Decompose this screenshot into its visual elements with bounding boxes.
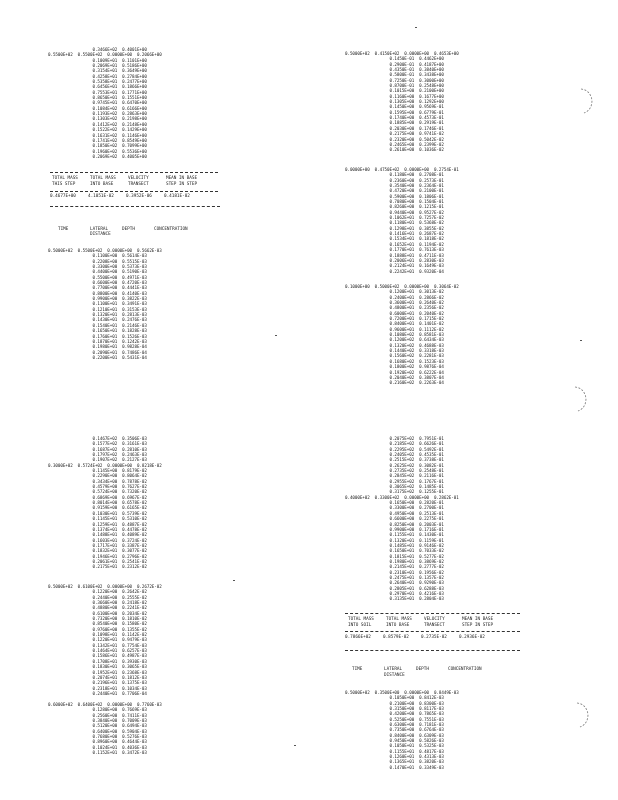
printout-row: 0.8700E-01 0.2548E+00 bbox=[345, 83, 444, 89]
column-cell: LATERAL bbox=[90, 227, 109, 232]
printout-row: 0.3300E+00 0.5373E-03 bbox=[48, 264, 147, 270]
binder-hole-mark-top bbox=[578, 86, 596, 116]
br-data-block-2 bbox=[345, 690, 459, 770]
printout-row: 0.1000E+00 0.5000E+02 0.0000E+00 0.3064E-02 bbox=[345, 284, 459, 289]
printout-row: 0.1100E+01 0.3491E-03 bbox=[48, 301, 147, 307]
printout-row: 0.4258E+01 0.2784E+00 bbox=[48, 73, 147, 79]
printout-row: 0.3175E+02 0.1255E-01 bbox=[345, 489, 444, 495]
printout-row: 0.8800E+00 0.4140E-03 bbox=[48, 290, 147, 296]
printout-row: 0.1024E+01 0.4036E-03 bbox=[48, 744, 147, 750]
printout-row: 0.2475E+01 0.1357E-02 bbox=[345, 574, 444, 580]
printout-row: 0.3135E+01 0.2804E-03 bbox=[345, 596, 444, 602]
printout-row: 0.7553E+01 0.1771E+00 bbox=[48, 89, 147, 95]
tr-data-block-1 bbox=[345, 51, 459, 153]
column-cell: INTO BASE bbox=[90, 182, 114, 187]
printout-row: 0.1650E+01 0.7033E-02 bbox=[345, 548, 444, 554]
printout-row: 0.1800E+02 0.9876E-04 bbox=[345, 364, 444, 370]
column-cell: CONCENTRATION bbox=[448, 667, 482, 672]
printout-row: 0.5000E+02 0.6100E+02 0.0000E+00 0.2672E-02 bbox=[48, 584, 162, 589]
printout-row: 0.1797E+02 0.2463E-03 bbox=[48, 452, 147, 458]
printout-row: 0.1084E+02 0.6166E+00 bbox=[48, 105, 147, 111]
br-summary-rule-mid bbox=[345, 631, 520, 632]
printout-row: 0.1603E+01 0.3724E-02 bbox=[48, 537, 147, 543]
printout-row: 0.1320E+01 0.2813E-03 bbox=[48, 312, 147, 318]
printout-row: 0.2074E+01 0.1812E-03 bbox=[48, 674, 147, 680]
printout-row: 0.3840E+00 0.7009E-03 bbox=[48, 718, 147, 724]
column-cell: 0.8579E-02 bbox=[383, 635, 409, 640]
printout-row: 0.9760E+00 0.1355E-02 bbox=[48, 626, 147, 632]
printout-row: 0.5120E+00 0.6494E-03 bbox=[48, 723, 147, 729]
printout-row: 0.2185E+02 0.6626E-01 bbox=[345, 441, 444, 447]
printout-row: 0.7320E+00 0.1810E-02 bbox=[48, 616, 147, 622]
printout-row: 0.3466E+02 0.4001E+00 bbox=[48, 47, 147, 52]
printout-row: 0.1260E+01 0.4313E-03 bbox=[345, 754, 444, 760]
printout-row: 0.6600E+00 0.4720E-03 bbox=[48, 280, 147, 286]
printout-row: 0.7080E+00 0.1504E-01 bbox=[345, 199, 444, 205]
printout-row: 0.1888E+01 0.4711E-03 bbox=[345, 252, 444, 258]
printout-row: 0.0000E+00 0.4750E+02 0.0000E+00 0.2754E-01 bbox=[345, 167, 459, 172]
printout-row: 0.7700E+00 0.4441E-03 bbox=[48, 285, 147, 291]
printout-row: 0.8540E+00 0.1580E-02 bbox=[48, 621, 147, 627]
printout-row: 0.1467E+02 0.3506E-03 bbox=[48, 436, 147, 441]
column-cell: VELOCITY bbox=[424, 617, 445, 622]
binder-hole-mark-middle bbox=[572, 384, 590, 414]
printout-row: 0.1760E+01 0.1526E-03 bbox=[48, 333, 147, 339]
column-cell: TIME bbox=[352, 667, 363, 672]
bl-data-block-2 bbox=[48, 584, 162, 696]
column-cell: LATERAL bbox=[384, 667, 403, 672]
printout-row: 0.1946E+01 0.2796E-02 bbox=[48, 553, 147, 559]
printout-row: 0.6000E+02 0.6400E+02 0.0000E+00 0.7760E-03 bbox=[48, 702, 162, 707]
scan-speck bbox=[415, 27, 417, 28]
printout-row: 0.1832E+01 0.3077E-02 bbox=[48, 548, 147, 554]
scan-speck bbox=[275, 335, 277, 336]
br-data-block-1 bbox=[345, 436, 459, 602]
column-cell: TRANSECT bbox=[424, 623, 445, 628]
printout-row: 0.4880E+00 0.2241E-02 bbox=[48, 605, 147, 611]
printout-row: 0.2560E+00 0.7411E-03 bbox=[48, 712, 147, 718]
printout-row: 0.1259E+01 0.4887E-02 bbox=[48, 521, 147, 527]
printout-row: 0.2970E+01 0.4216E-03 bbox=[345, 590, 444, 596]
printout-row: 0.1374E+01 0.4478E-02 bbox=[48, 526, 147, 532]
printout-row: 0.1342E+01 0.7754E-03 bbox=[48, 642, 147, 648]
printout-row: 0.1220E+01 0.9479E-03 bbox=[48, 637, 147, 643]
printout-row: 0.2196E+01 0.1375E-03 bbox=[48, 680, 147, 686]
printout-row: 0.1155E+01 0.4817E-03 bbox=[345, 748, 444, 754]
printout-row: 0.6400E+00 0.5904E-03 bbox=[48, 728, 147, 734]
printout-row: 0.1365E+01 0.3820E-03 bbox=[345, 759, 444, 765]
printout-row: 0.1740E+00 0.4573E-01 bbox=[345, 115, 444, 121]
printout-row: 0.1220E+00 0.2642E-02 bbox=[48, 589, 147, 595]
printout-row: 0.7200E+01 0.1715E-02 bbox=[345, 316, 444, 322]
printout-row: 0.1717E+01 0.3387E-02 bbox=[48, 542, 147, 548]
printout-row: 0.1652E+01 0.1194E-02 bbox=[345, 241, 444, 247]
printout-row: 0.2208E+00 0.5515E-03 bbox=[48, 258, 147, 264]
printout-row: 0.1885E+00 0.2919E-01 bbox=[345, 120, 444, 126]
printout-row: 0.1200E+02 0.6434E-03 bbox=[345, 337, 444, 343]
printout-row: 0.2145E+01 0.2777E-02 bbox=[345, 564, 444, 570]
column-cell: TRANSECT bbox=[128, 182, 149, 187]
printout-row: 0.6456E+01 0.1866E+00 bbox=[48, 84, 147, 90]
printout-row: 0.8014E+00 0.6578E-02 bbox=[48, 500, 147, 506]
printout-row: 0.4800E+01 0.2356E-02 bbox=[345, 305, 444, 311]
printout-row: 0.2955E+02 0.1767E-01 bbox=[345, 478, 444, 484]
printout-row: 0.1540E+01 0.2146E-03 bbox=[48, 322, 147, 328]
scan-speck bbox=[233, 580, 235, 581]
tr-data-block-2 bbox=[345, 167, 459, 274]
column-cell: MEAN IN BASE bbox=[462, 617, 494, 622]
column-cell: DISTANCE bbox=[384, 673, 405, 678]
printout-row: 0.1015E+00 0.2100E+00 bbox=[345, 88, 444, 94]
printout-row: 0.1830E+01 0.3065E-03 bbox=[48, 664, 147, 670]
printout-row: 0.3065E+02 0.1485E-01 bbox=[345, 484, 444, 490]
printout-row: 0.8400E+01 0.1401E-02 bbox=[345, 321, 444, 327]
printout-row: 0.2735E+02 0.2548E-01 bbox=[345, 468, 444, 474]
printout-row: 0.2900E-01 0.4187E+00 bbox=[345, 61, 444, 67]
column-cell: 0.2936E-02 bbox=[459, 635, 485, 640]
printout-row: 0.6600E+00 0.2275E-01 bbox=[345, 516, 444, 522]
binder-hole-mark-bottom bbox=[574, 700, 592, 730]
column-cell: VELOCITY bbox=[128, 176, 149, 181]
column-cell: TOTAL MASS bbox=[348, 617, 374, 622]
printout-row: 0.9900E+00 0.1716E-01 bbox=[345, 526, 444, 532]
printout-row: 0.2124E+01 0.1649E-03 bbox=[345, 263, 444, 269]
printout-row: 0.5900E+00 0.1806E-01 bbox=[345, 193, 444, 199]
printout-row: 0.1100E+00 0.5614E-03 bbox=[48, 253, 147, 259]
printout-row: 0.4200E+00 0.7865E-03 bbox=[345, 711, 444, 717]
column-cell: 4.1051E-02 bbox=[88, 194, 114, 199]
column-cell: TOTAL MASS bbox=[52, 176, 78, 181]
printout-row: 0.1155E+01 0.1430E-01 bbox=[345, 532, 444, 538]
printout-row: 0.1320E+02 0.4688E-03 bbox=[345, 342, 444, 348]
column-cell: INTO BASE bbox=[386, 623, 410, 628]
printout-row: 0.2440E+01 0.7706E-04 bbox=[48, 690, 147, 696]
printout-row: 0.2006E+01 0.2830E-03 bbox=[345, 257, 444, 263]
printout-row: 0.5000E+02 0.4150E+02 0.0000E+00 0.4653E+00 bbox=[345, 51, 459, 56]
printout-row: 0.2061E+01 0.2541E-02 bbox=[48, 558, 147, 564]
printout-row: 0.2100E+00 0.8300E-03 bbox=[345, 700, 444, 706]
printout-row: 0.1430E+01 0.2476E-03 bbox=[48, 317, 147, 323]
printout-row: 0.8250E+00 0.2003E-01 bbox=[345, 521, 444, 527]
printout-row: 0.1200E+01 0.3013E-02 bbox=[345, 289, 444, 295]
printout-row: 0.3154E+01 0.3649E+00 bbox=[48, 68, 147, 74]
printout-row: 0.1522E+02 0.1429E+00 bbox=[48, 127, 147, 133]
printout-row: 0.5358E+01 0.2477E+00 bbox=[48, 79, 147, 85]
printout-row: 0.1870E+01 0.1242E-03 bbox=[48, 338, 147, 344]
printout-row: 0.5724E+00 0.7320E-02 bbox=[48, 489, 147, 495]
printout-row: 0.9900E+00 0.3822E-03 bbox=[48, 296, 147, 302]
printout-row: 0.2625E+02 0.3082E-01 bbox=[345, 462, 444, 468]
printout-row: 0.9159E+00 0.6165E-02 bbox=[48, 505, 147, 511]
printout-row: 0.1180E+01 0.5368E-02 bbox=[345, 220, 444, 226]
printout-row: 0.1280E+00 0.7669E-03 bbox=[48, 707, 147, 713]
printout-row: 0.4579E+00 0.7627E-02 bbox=[48, 484, 147, 490]
printout-row: 0.7250E-01 0.3000E+00 bbox=[345, 77, 444, 83]
column-cell: 0.3952E-06 bbox=[126, 194, 152, 199]
printout-row: 0.8960E+00 0.4644E-03 bbox=[48, 739, 147, 745]
printout-row: 0.1708E+01 0.3930E-03 bbox=[48, 658, 147, 664]
printout-row: 0.8260E+00 0.1215E-01 bbox=[345, 204, 444, 210]
printout-row: 0.2075E+02 0.7951E-01 bbox=[345, 436, 444, 441]
printout-row: 0.1298E+01 0.3855E-02 bbox=[345, 225, 444, 231]
column-cell: DEPTH bbox=[122, 227, 135, 232]
printout-row: 0.2515E+02 0.3738E-01 bbox=[345, 457, 444, 463]
printout-row: 0.4950E+00 0.2513E-01 bbox=[345, 510, 444, 516]
printout-row: 0.2640E+01 0.9290E-03 bbox=[345, 580, 444, 586]
column-cell: CONCENTRATION bbox=[154, 227, 188, 232]
column-cell: TOTAL MASS bbox=[90, 176, 116, 181]
printout-row: 0.4350E-01 0.3840E+00 bbox=[345, 67, 444, 73]
printout-row: 0.8400E+00 0.6309E-03 bbox=[345, 732, 444, 738]
printout-row: 0.1412E+02 0.2148E+00 bbox=[48, 121, 147, 127]
printout-row: 0.5250E+00 0.7551E-03 bbox=[345, 716, 444, 722]
printout-row: 0.2400E+01 0.2866E-02 bbox=[345, 294, 444, 300]
tl-data-block-1 bbox=[48, 47, 162, 159]
printout-row: 0.1586E+01 0.4987E-03 bbox=[48, 653, 147, 659]
printout-row: 0.1152E+01 0.3472E-03 bbox=[48, 750, 147, 756]
printout-row: 0.2320E+00 0.5042E-02 bbox=[345, 136, 444, 142]
printout-row: 0.5000E+02 0.3500E+00 0.0000E+00 0.8449E-03 bbox=[345, 690, 459, 695]
printout-row: 0.2440E+00 0.2555E-02 bbox=[48, 594, 147, 600]
column-cell: 0.4677E+00 bbox=[50, 194, 76, 199]
printout-row: 0.1815E+01 0.5277E-02 bbox=[345, 553, 444, 559]
printout-row: 0.1145E+01 0.5310E-02 bbox=[48, 516, 147, 522]
printout-row: 0.2310E+01 0.1956E-02 bbox=[345, 569, 444, 575]
printout-row: 0.2069E+02 0.4005E+00 bbox=[48, 153, 147, 159]
printout-row: 0.2030E+00 0.1746E-01 bbox=[345, 125, 444, 131]
printout-row: 0.2175E+00 0.9741E-02 bbox=[345, 131, 444, 137]
printout-row: 0.9440E+00 0.9527E-02 bbox=[345, 209, 444, 215]
column-cell: 0.2735E-02 bbox=[421, 635, 447, 640]
printout-row: 0.1960E+02 0.5536E+00 bbox=[48, 148, 147, 154]
printout-row: 0.3540E+00 0.2364E-01 bbox=[345, 183, 444, 189]
column-cell: 0.4181E-02 bbox=[164, 194, 190, 199]
printout-row: 0.1650E+01 0.1828E-03 bbox=[48, 328, 147, 334]
printout-row: 0.1080E+02 0.8581E-03 bbox=[345, 332, 444, 338]
printout-row: 0.6300E+00 0.7181E-03 bbox=[345, 722, 444, 728]
printout-row: 0.1160E+00 0.1677E+00 bbox=[345, 93, 444, 99]
printout-row: 0.5800E-01 0.3438E+00 bbox=[345, 72, 444, 78]
tl-data-block-2 bbox=[48, 248, 162, 360]
printout-row: 0.1650E+00 0.2820E-01 bbox=[345, 500, 444, 506]
printout-row: 0.1009E+01 0.1101E+00 bbox=[48, 57, 147, 63]
printout-row: 0.1305E+00 0.1292E+00 bbox=[345, 99, 444, 105]
printout-row: 0.1062E+01 0.7257E-02 bbox=[345, 215, 444, 221]
printout-row: 0.5500E+00 0.4971E-03 bbox=[48, 274, 147, 280]
tl-summary-rule-top bbox=[50, 172, 218, 173]
printout-row: 0.2360E+00 0.2573E-01 bbox=[345, 177, 444, 183]
printout-row: 0.2318E+01 0.1034E-03 bbox=[48, 685, 147, 691]
printout-row: 0.8650E+01 0.1551E+00 bbox=[48, 95, 147, 101]
scan-speck bbox=[580, 340, 582, 341]
printout-row: 0.1952E+01 0.2368E-03 bbox=[48, 669, 147, 675]
column-cell: 0.7866E+02 bbox=[345, 635, 371, 640]
printout-row: 0.1687E+02 0.2810E-03 bbox=[48, 446, 147, 452]
printout-row: 0.1030E+01 0.5739E-02 bbox=[48, 510, 147, 516]
printout-row: 0.1534E+01 0.1818E-02 bbox=[345, 236, 444, 242]
br-summary-rule-bottom bbox=[345, 650, 520, 651]
bl-data-block-3 bbox=[48, 702, 162, 755]
printout-row: 0.2465E+00 0.2399E-02 bbox=[345, 141, 444, 147]
tl-summary-rule-mid bbox=[50, 191, 218, 192]
printout-row: 0.9450E+00 0.5826E-03 bbox=[345, 738, 444, 744]
printout-row: 0.3660E+00 0.2418E-02 bbox=[48, 600, 147, 606]
printout-row: 0.2040E+02 0.3807E-04 bbox=[345, 374, 444, 380]
printout-row: 0.4400E+00 0.5190E-03 bbox=[48, 269, 147, 275]
column-cell: STEP IN STEP bbox=[166, 182, 198, 187]
printout-row: 0.4000E+02 0.3300E+02 0.0000E+00 0.2862E-01 bbox=[345, 494, 459, 500]
column-cell: MEAN IN BASE bbox=[166, 176, 198, 181]
printout-row: 0.2295E+02 0.5492E-01 bbox=[345, 446, 444, 452]
br-summary-rule-top bbox=[345, 613, 520, 614]
printout-row: 0.1450E-01 0.4462E+00 bbox=[345, 56, 444, 62]
printout-row: 0.1741E+02 0.8549E+00 bbox=[48, 137, 147, 143]
column-cell: INTO SOIL bbox=[348, 623, 372, 628]
printout-row: 0.1907E+02 0.2127E-03 bbox=[48, 457, 147, 463]
printout-row: 0.5500E+02 0.5500E+02 0.0000E+00 0.2066E+00 bbox=[48, 52, 162, 58]
printout-row: 0.1210E+01 0.3153E-03 bbox=[48, 306, 147, 312]
printout-row: 0.1850E+02 0.7099E+00 bbox=[48, 143, 147, 149]
printout-row: 0.3000E+02 0.5724E+02 0.0000E+00 0.8218E-02 bbox=[48, 462, 162, 468]
printout-row: 0.1050E+00 0.8412E-03 bbox=[345, 695, 444, 701]
column-cell: DISTANCE bbox=[90, 232, 111, 237]
printout-row: 0.2610E+00 0.1036E-02 bbox=[345, 147, 444, 153]
printout-row: 0.3150E+00 0.8117E-03 bbox=[345, 706, 444, 712]
printout-row: 0.1440E+02 0.3318E-03 bbox=[345, 348, 444, 354]
printout-row: 0.1631E+02 0.1146E+00 bbox=[48, 132, 147, 138]
printout-row: 0.1485E+01 0.9146E-02 bbox=[345, 542, 444, 548]
column-cell: THIS STEP bbox=[52, 182, 76, 187]
column-cell: DEPTH bbox=[416, 667, 429, 672]
printout-row: 0.5000E+02 0.5500E+02 0.0000E+00 0.5662E-03 bbox=[48, 248, 162, 253]
column-cell: STEP IN STEP bbox=[462, 623, 494, 628]
printout-row: 0.1470E+01 0.3349E-03 bbox=[345, 764, 444, 770]
printout-row: 0.6000E+01 0.2040E-02 bbox=[345, 310, 444, 316]
printout-row: 0.3300E+00 0.2700E-01 bbox=[345, 505, 444, 511]
bl-data-block-1 bbox=[48, 436, 162, 570]
printout-row: 0.2290E+00 0.8064E-02 bbox=[48, 473, 147, 479]
printout-row: 0.1098E+01 0.1142E-02 bbox=[48, 632, 147, 638]
printout-row: 0.1488E+01 0.4089E-02 bbox=[48, 532, 147, 538]
printout-row: 0.2200E+01 0.5431E-04 bbox=[48, 354, 147, 360]
printout-row: 0.1680E+02 0.1523E-03 bbox=[345, 358, 444, 364]
printout-row: 0.3434E+00 0.7878E-02 bbox=[48, 478, 147, 484]
printout-row: 0.1193E+02 0.2863E+00 bbox=[48, 111, 147, 117]
printout-row: 0.1770E+01 0.7613E-03 bbox=[345, 247, 444, 253]
tr-data-block-3 bbox=[345, 284, 459, 386]
printout-row: 0.7680E+00 0.5276E-03 bbox=[48, 734, 147, 740]
printout-row: 0.1416E+01 0.2687E-02 bbox=[345, 231, 444, 237]
printout-row: 0.2405E+02 0.4535E-01 bbox=[345, 452, 444, 458]
printout-row: 0.1920E+02 0.6222E-04 bbox=[345, 369, 444, 375]
printout-row: 0.2090E+01 0.7486E-04 bbox=[48, 349, 147, 355]
printout-row: 0.2069E+01 0.5186E+00 bbox=[48, 63, 147, 69]
printout-row: 0.1450E+00 0.9569E-01 bbox=[345, 104, 444, 110]
printout-row: 0.9745E+01 0.6470E+00 bbox=[48, 100, 147, 106]
printout-row: 0.1050E+01 0.5325E-03 bbox=[345, 743, 444, 749]
printout-row: 0.1560E+02 0.2281E-03 bbox=[345, 353, 444, 359]
printout-row: 0.1980E+01 0.9828E-04 bbox=[48, 344, 147, 350]
printout-row: 0.1595E+00 0.6779E-01 bbox=[345, 109, 444, 115]
printout-row: 0.1980E+01 0.3869E-02 bbox=[345, 558, 444, 564]
printout-row: 0.1145E+00 0.8179E-02 bbox=[48, 468, 147, 474]
printout-row: 0.1303E+02 0.2198E+00 bbox=[48, 116, 147, 122]
printout-row: 0.3600E+01 0.2640E-02 bbox=[345, 300, 444, 306]
scan-speck bbox=[294, 745, 296, 746]
tl-summary-rule-bottom bbox=[50, 206, 220, 207]
printout-row: 0.1464E+01 0.6257E-03 bbox=[48, 648, 147, 654]
printout-row: 0.6100E+00 0.2034E-02 bbox=[48, 610, 147, 616]
printout-row: 0.1320E+01 0.1159E-01 bbox=[345, 537, 444, 543]
printout-row: 0.4720E+00 0.2100E-01 bbox=[345, 188, 444, 194]
printout-row: 0.6869E+00 0.6967E-02 bbox=[48, 494, 147, 500]
printout-row: 0.2160E+02 0.2263E-04 bbox=[345, 380, 444, 386]
column-cell: TIME bbox=[58, 227, 69, 232]
printout-row: 0.7350E+00 0.6764E-03 bbox=[345, 727, 444, 733]
printout-row: 0.2242E+01 0.9320E-04 bbox=[345, 268, 444, 274]
printout-row: 0.2845E+02 0.2116E-01 bbox=[345, 473, 444, 479]
printout-row: 0.2805E+01 0.6288E-03 bbox=[345, 585, 444, 591]
printout-row: 0.2175E+01 0.2312E-02 bbox=[48, 564, 147, 570]
printout-row: 0.9600E+01 0.1112E-02 bbox=[345, 326, 444, 332]
printout-row: 0.1180E+00 0.2708E-01 bbox=[345, 172, 444, 178]
column-cell: TOTAL MASS bbox=[386, 617, 412, 622]
printout-row: 0.1577E+02 0.3161E-03 bbox=[48, 441, 147, 447]
